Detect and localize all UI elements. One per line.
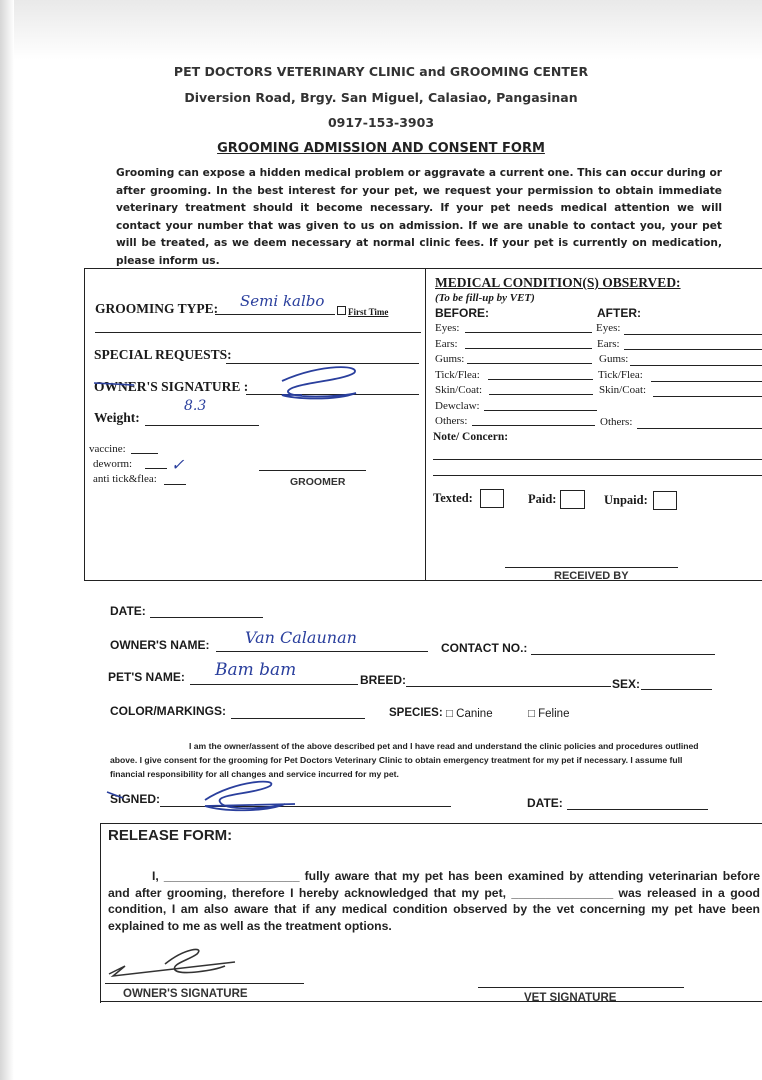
note-line-2: [433, 475, 762, 476]
after-skin-line: [653, 396, 762, 397]
color-markings-label: COLOR/MARKINGS:: [110, 704, 226, 718]
groomer-line: [259, 470, 366, 471]
species-feline-option[interactable]: □ Feline: [528, 708, 570, 720]
pet-name-label: PET'S NAME:: [108, 670, 185, 684]
before-others-line: [472, 425, 595, 426]
before-gums-label: Gums:: [435, 353, 465, 365]
weight-value[interactable]: 8.3: [184, 398, 207, 414]
release-vet-sig-label: VET SIGNATURE: [524, 992, 617, 1004]
breed-line: [406, 686, 611, 687]
before-others-label: Others:: [435, 415, 468, 427]
note-label: Note/ Concern:: [433, 431, 509, 443]
vaccine-line: [131, 453, 158, 454]
before-eyes-line: [465, 332, 592, 333]
owner-signature-2: [105, 776, 355, 816]
after-tick-line: [651, 381, 762, 382]
pet-name-line: [190, 684, 358, 685]
grooming-type-label: GROOMING TYPE:: [95, 301, 219, 316]
species-canine-option[interactable]: □ Canine: [446, 708, 493, 720]
owner-signature-label: OWNER'S SIGNATURE :: [94, 379, 249, 394]
release-owner-sig-line: [105, 983, 304, 984]
received-by-label: RECEIVED BY: [554, 570, 629, 582]
after-skin-label: Skin/Coat:: [599, 384, 647, 396]
species-label: SPECIES:: [389, 707, 443, 719]
before-gums-line: [467, 363, 592, 364]
signed-date-line: [567, 809, 708, 810]
after-others-line: [637, 428, 762, 429]
sex-label: SEX:: [612, 677, 641, 691]
before-tick-label: Tick/Flea:: [435, 369, 480, 381]
release-bottom-line: [100, 1001, 762, 1002]
release-paragraph: I, ____________________ fully aware that my pet has been examined by attending veterinarian before and after grooming, therefore I hereby acknowledged that my pet, _______________ was released in a good condition, I am also aware that if any medical condition observed by the vet concerning my pet have been explained to me as well as the treatment options.: [108, 869, 760, 933]
grooming-type-value[interactable]: Semi kalbo: [240, 292, 325, 310]
before-dewclaw-line: [484, 410, 597, 411]
after-others-label: Others:: [600, 416, 633, 428]
before-eyes-label: Eyes:: [435, 322, 460, 334]
scan-left-shadow: [0, 0, 14, 1080]
groomer-label: GROOMER: [290, 476, 346, 488]
contact-line: [531, 654, 715, 655]
grooming-extra-line: [95, 332, 421, 333]
pet-name-value[interactable]: Bam bam: [215, 660, 297, 680]
after-ears-label: Ears:: [597, 338, 620, 350]
grooming-type-line: [215, 314, 335, 315]
consent-paragraph: I am the owner/assent of the above described pet and I have read and understand the clinic policies and procedures outlined above. I give consent for the grooming for Pet Doctors Veterinary Clinic to obtain emergency treatment for my pet if necessary. I assume full financial responsibility for all changes and service incurred for my pet.: [110, 741, 699, 779]
before-skin-label: Skin/Coat:: [435, 384, 483, 396]
note-line-1: [433, 459, 762, 460]
date-line: [150, 617, 263, 618]
signed-date-label: DATE:: [527, 796, 563, 810]
color-markings-line: [231, 718, 365, 719]
clinic-name: PET DOCTORS VETERINARY CLINIC and GROOMING CENTER: [173, 64, 589, 79]
owner-name-label: OWNER'S NAME:: [110, 638, 210, 652]
after-gums-line: [630, 365, 762, 366]
unpaid-label: Unpaid:: [604, 493, 648, 507]
special-requests-label: SPECIAL REQUESTS:: [94, 347, 232, 362]
anti-tick-label: anti tick&flea:: [93, 473, 157, 485]
first-time-checkbox[interactable]: [337, 306, 346, 315]
date-label: DATE:: [110, 604, 146, 618]
form-title: GROOMING ADMISSION AND CONSENT FORM: [217, 141, 545, 156]
weight-label: Weight:: [94, 410, 140, 425]
after-label: AFTER:: [597, 306, 641, 320]
panel-divider: [425, 268, 426, 581]
texted-label: Texted:: [433, 491, 473, 505]
before-ears-label: Ears:: [435, 338, 458, 350]
intro-paragraph: Grooming can expose a hidden medical problem or aggravate a current one. This can occur during or after grooming. In the best interest for your pet, we request your permission to obtain immediate veterinary treatment should it become necessary. If your pet needs medical attention we will contact your number that was given to us on admission. If we are unable to contact you, your pet will be treated, as we deem necessary at normal clinic fees. If your pet is currently on medication, please inform us.: [116, 167, 722, 267]
vaccine-label: vaccine:: [89, 443, 126, 455]
release-owner-sig-label: OWNER'S SIGNATURE: [123, 988, 248, 1000]
deworm-check[interactable]: ✓: [171, 455, 185, 474]
after-gums-label: Gums:: [599, 353, 629, 365]
before-skin-line: [489, 394, 593, 395]
received-by-line: [505, 567, 678, 568]
owner-signature-1: [92, 355, 382, 405]
after-eyes-label: Eyes:: [596, 322, 621, 334]
before-ears-line: [465, 348, 592, 349]
before-tick-line: [488, 379, 593, 380]
owner-name-value[interactable]: Van Calaunan: [245, 628, 357, 647]
paid-label: Paid:: [528, 492, 557, 506]
texted-checkbox[interactable]: [480, 489, 504, 508]
unpaid-checkbox[interactable]: [653, 491, 677, 510]
owner-name-line: [216, 651, 428, 652]
scan-top-edge: [0, 0, 762, 60]
contact-label: CONTACT NO.:: [441, 641, 528, 655]
before-label: BEFORE:: [435, 306, 489, 320]
sex-line: [641, 689, 712, 690]
breed-label: BREED:: [360, 673, 407, 687]
weight-line: [145, 425, 259, 426]
deworm-line: [145, 468, 167, 469]
signed-label: SIGNED:: [110, 792, 161, 806]
after-tick-label: Tick/Flea:: [598, 369, 643, 381]
deworm-label: deworm:: [93, 458, 133, 470]
clinic-phone: 0917-153-3903: [327, 115, 435, 130]
after-eyes-line: [624, 334, 762, 335]
first-time-label: First Time: [348, 307, 389, 317]
release-vet-sig-line: [478, 987, 684, 988]
release-owner-signature: [105, 944, 245, 984]
medical-subtitle: (To be fill-up by VET): [435, 292, 535, 304]
paid-checkbox[interactable]: [560, 490, 585, 509]
anti-tick-line: [164, 484, 186, 485]
medical-title: MEDICAL CONDITION(S) OBSERVED:: [435, 275, 681, 290]
after-ears-line: [624, 349, 762, 350]
before-dewclaw-label: Dewclaw:: [435, 400, 480, 412]
release-title: RELEASE FORM:: [108, 827, 233, 844]
clinic-address: Diversion Road, Brgy. San Miguel, Calasiao, Pangasinan: [184, 90, 578, 105]
